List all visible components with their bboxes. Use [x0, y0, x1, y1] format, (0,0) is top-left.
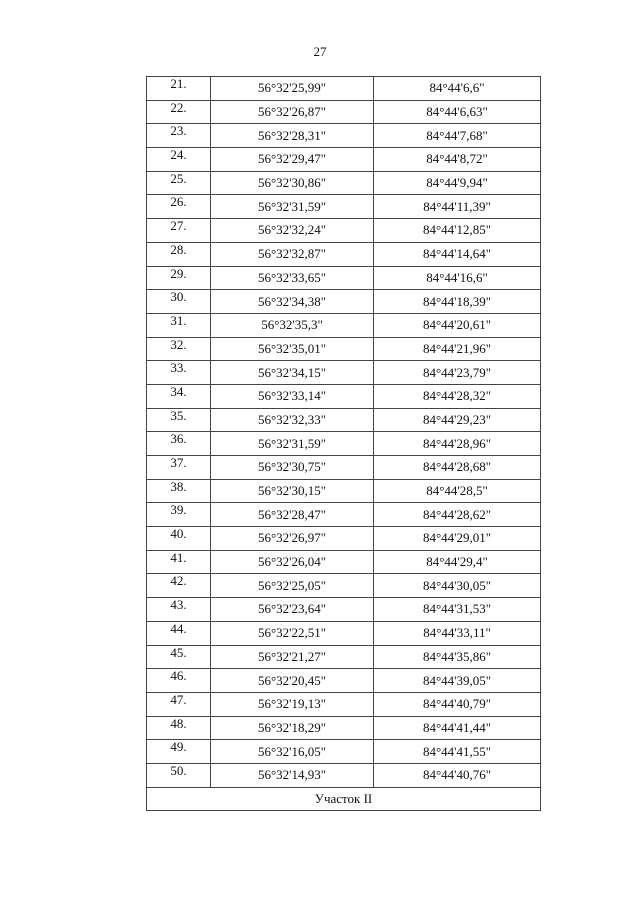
- longitude-cell: 84°44'39,05": [374, 669, 541, 693]
- longitude-cell: 84°44'31,53": [374, 598, 541, 622]
- longitude-cell: 84°44'23,79": [374, 361, 541, 385]
- latitude-cell: 56°32'28,31": [211, 124, 374, 148]
- latitude-cell: 56°32'16,05": [211, 740, 374, 764]
- point-number: 46.: [147, 669, 211, 693]
- latitude-cell: 56°32'18,29": [211, 716, 374, 740]
- longitude-cell: 84°44'12,85": [374, 219, 541, 243]
- table-row: [147, 716, 541, 740]
- latitude-cell: 56°32'29,47": [211, 148, 374, 172]
- point-number: 42.: [147, 574, 211, 598]
- table-row: [147, 148, 541, 172]
- point-number: 29.: [147, 266, 211, 290]
- table-row: [147, 503, 541, 527]
- point-number: 43.: [147, 598, 211, 622]
- latitude-cell: 56°32'20,45": [211, 669, 374, 693]
- longitude-cell: 84°44'30,05": [374, 574, 541, 598]
- latitude-cell: 56°32'35,01": [211, 337, 374, 361]
- point-number: 26.: [147, 195, 211, 219]
- table-row: [147, 100, 541, 124]
- point-number: 38.: [147, 479, 211, 503]
- latitude-cell: 56°32'30,15": [211, 479, 374, 503]
- table-row: [147, 763, 541, 787]
- longitude-cell: 84°44'20,61": [374, 313, 541, 337]
- table-row: [147, 408, 541, 432]
- longitude-cell: 84°44'33,11": [374, 621, 541, 645]
- point-number: 33.: [147, 361, 211, 385]
- table-row: [147, 361, 541, 385]
- point-number: 44.: [147, 621, 211, 645]
- table-row: [147, 621, 541, 645]
- point-number: 35.: [147, 408, 211, 432]
- latitude-cell: 56°32'28,47": [211, 503, 374, 527]
- section-row: [147, 787, 541, 811]
- point-number: 32.: [147, 337, 211, 361]
- point-number: 27.: [147, 219, 211, 243]
- table-row: [147, 456, 541, 480]
- point-number: 30.: [147, 290, 211, 314]
- table-row: [147, 195, 541, 219]
- longitude-cell: 84°44'29,01": [374, 527, 541, 551]
- table-row: [147, 219, 541, 243]
- point-number: 24.: [147, 148, 211, 172]
- table-row: [147, 384, 541, 408]
- longitude-cell: 84°44'28,62": [374, 503, 541, 527]
- latitude-cell: 56°32'33,14": [211, 384, 374, 408]
- longitude-cell: 84°44'7,68": [374, 124, 541, 148]
- latitude-cell: 56°32'14,93": [211, 763, 374, 787]
- point-number: 28.: [147, 242, 211, 266]
- latitude-cell: 56°32'34,15": [211, 361, 374, 385]
- longitude-cell: 84°44'35,86": [374, 645, 541, 669]
- latitude-cell: 56°32'34,38": [211, 290, 374, 314]
- latitude-cell: 56°32'30,86": [211, 171, 374, 195]
- point-number: 40.: [147, 527, 211, 551]
- longitude-cell: 84°44'41,44": [374, 716, 541, 740]
- coordinates-table: [146, 76, 541, 811]
- longitude-cell: 84°44'6,63": [374, 100, 541, 124]
- longitude-cell: 84°44'28,5": [374, 479, 541, 503]
- longitude-cell: 84°44'28,68": [374, 456, 541, 480]
- point-number: 22.: [147, 100, 211, 124]
- latitude-cell: 56°32'25,05": [211, 574, 374, 598]
- longitude-cell: 84°44'16,6": [374, 266, 541, 290]
- latitude-cell: 56°32'30,75": [211, 456, 374, 480]
- latitude-cell: 56°32'32,24": [211, 219, 374, 243]
- point-number: 34.: [147, 384, 211, 408]
- point-number: 48.: [147, 716, 211, 740]
- point-number: 36.: [147, 432, 211, 456]
- point-number: 23.: [147, 124, 211, 148]
- table-row: [147, 337, 541, 361]
- latitude-cell: 56°32'19,13": [211, 692, 374, 716]
- point-number: 31.: [147, 313, 211, 337]
- point-number: 21.: [147, 77, 211, 101]
- table-row: [147, 740, 541, 764]
- longitude-cell: 84°44'21,96": [374, 337, 541, 361]
- latitude-cell: 56°32'26,04": [211, 550, 374, 574]
- point-number: 25.: [147, 171, 211, 195]
- latitude-cell: 56°32'32,33": [211, 408, 374, 432]
- latitude-cell: 56°32'31,59": [211, 432, 374, 456]
- longitude-cell: 84°44'14,64": [374, 242, 541, 266]
- table-row: [147, 313, 541, 337]
- longitude-cell: 84°44'41,55": [374, 740, 541, 764]
- longitude-cell: 84°44'9,94": [374, 171, 541, 195]
- table-row: [147, 171, 541, 195]
- table-row: [147, 598, 541, 622]
- table-row: [147, 266, 541, 290]
- table-row: [147, 527, 541, 551]
- table-row: [147, 242, 541, 266]
- latitude-cell: 56°32'31,59": [211, 195, 374, 219]
- table-row: [147, 124, 541, 148]
- longitude-cell: 84°44'40,79": [374, 692, 541, 716]
- longitude-cell: 84°44'8,72": [374, 148, 541, 172]
- latitude-cell: 56°32'26,87": [211, 100, 374, 124]
- table-row: [147, 77, 541, 101]
- latitude-cell: 56°32'23,64": [211, 598, 374, 622]
- latitude-cell: 56°32'22,51": [211, 621, 374, 645]
- point-number: 37.: [147, 456, 211, 480]
- latitude-cell: 56°32'25,99": [211, 77, 374, 101]
- latitude-cell: 56°32'35,3": [211, 313, 374, 337]
- point-number: 50.: [147, 763, 211, 787]
- coordinates-table-body: [147, 77, 541, 788]
- table-row: [147, 669, 541, 693]
- longitude-cell: 84°44'11,39": [374, 195, 541, 219]
- page-number: 27: [313, 44, 327, 59]
- point-number: 47.: [147, 692, 211, 716]
- table-row: [147, 550, 541, 574]
- point-number: 41.: [147, 550, 211, 574]
- latitude-cell: 56°32'32,87": [211, 242, 374, 266]
- longitude-cell: 84°44'40,76": [374, 763, 541, 787]
- longitude-cell: 84°44'28,32": [374, 384, 541, 408]
- longitude-cell: 84°44'6,6": [374, 77, 541, 101]
- point-number: 49.: [147, 740, 211, 764]
- longitude-cell: 84°44'28,96": [374, 432, 541, 456]
- table-row: [147, 574, 541, 598]
- longitude-cell: 84°44'29,4": [374, 550, 541, 574]
- latitude-cell: 56°32'21,27": [211, 645, 374, 669]
- longitude-cell: 84°44'18,39": [374, 290, 541, 314]
- latitude-cell: 56°32'26,97": [211, 527, 374, 551]
- table-row: [147, 645, 541, 669]
- point-number: 45.: [147, 645, 211, 669]
- latitude-cell: 56°32'33,65": [211, 266, 374, 290]
- table-row: [147, 290, 541, 314]
- table-row: [147, 479, 541, 503]
- point-number: 39.: [147, 503, 211, 527]
- table-row: [147, 432, 541, 456]
- section-label: Участок II: [147, 787, 541, 811]
- longitude-cell: 84°44'29,23": [374, 408, 541, 432]
- table-row: [147, 692, 541, 716]
